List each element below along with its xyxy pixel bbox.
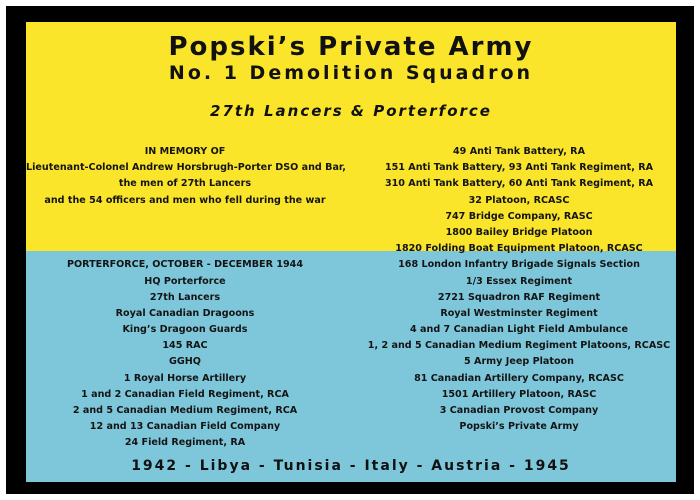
unit-line: 168 London Infantry Brigade Signals Section (398, 259, 640, 271)
unit-line: 4 and 7 Canadian Light Field Ambulance (410, 324, 628, 336)
unit-line: GGHQ (169, 356, 201, 368)
units-line: 27th Lancers & Porterforce (210, 102, 492, 120)
unit-line: 3 Canadian Provost Company (439, 405, 599, 416)
unit-line: Royal Westminster Regiment (440, 307, 598, 319)
footer-dates: 1942 - Libya - Tunisia - Italy - Austria - 1945 (131, 458, 571, 474)
unit-line: 1 and 2 Canadian Field Regiment, RCA (81, 388, 289, 400)
unit-line: 24 Field Regiment, RA (124, 437, 246, 449)
unit-line: King’s Dragoon Guards (122, 324, 248, 336)
unit-line: 145 RAC (162, 340, 208, 352)
unit-line: 12 and 13 Canadian Field Company (89, 421, 281, 433)
unit-line: 49 Anti Tank Battery, RA (453, 146, 585, 157)
unit-line: Lieutenant-Colonel Andrew Horsbrugh-Porter DSO and Bar, (26, 162, 346, 174)
plaque-frame (6, 6, 694, 494)
unit-line: 32 Platoon, RCASC (468, 194, 570, 206)
spacer (26, 209, 344, 225)
unit-line: HQ Porterforce (144, 275, 226, 287)
unit-line: 1820 Folding Boat Equipment Platoon, RCASC (395, 243, 643, 255)
unit-line: 1/3 Essex Regiment (465, 275, 573, 287)
plaque-title: Popski’s Private Army (168, 32, 534, 62)
left-column (26, 144, 344, 452)
plaque-subtitle: No. 1 Demolition Squadron (168, 62, 534, 84)
spacer (26, 225, 344, 241)
unit-line: 1, 2 and 5 Canadian Medium Regiment Platoons, RCASC (367, 340, 671, 352)
right-column (360, 144, 676, 435)
unit-line: and the 54 officers and men who fell during the war (44, 194, 326, 206)
unit-line: IN MEMORY OF (144, 146, 226, 157)
unit-line: 2 and 5 Canadian Medium Regiment, RCA (72, 405, 298, 416)
unit-line: Popski’s Private Army (459, 421, 579, 433)
unit-line: 1800 Bailey Bridge Platoon (445, 226, 593, 238)
unit-line: 5 Army Jeep Platoon (464, 356, 574, 368)
unit-line: 151 Anti Tank Battery, 93 Anti Tank Regiment, RA (384, 162, 654, 174)
spacer (26, 241, 344, 257)
unit-line: 1501 Artillery Platoon, RASC (441, 388, 597, 400)
unit-line: 310 Anti Tank Battery, 60 Anti Tank Regiment, RA (384, 178, 654, 190)
unit-line: 747 Bridge Company, RASC (445, 210, 593, 222)
unit-line: 27th Lancers (149, 291, 221, 303)
unit-line: 2721 Squadron RAF Regiment (437, 291, 601, 303)
unit-line: 1 Royal Horse Artillery (123, 372, 247, 384)
unit-line: the men of 27th Lancers (118, 178, 252, 190)
unit-line: Royal Canadian Dragoons (115, 307, 255, 319)
unit-line: PORTERFORCE, OCTOBER - DECEMBER 1944 (66, 259, 304, 271)
unit-line: 81 Canadian Artillery Company, RCASC (414, 372, 624, 384)
plaque-panel (26, 22, 676, 482)
